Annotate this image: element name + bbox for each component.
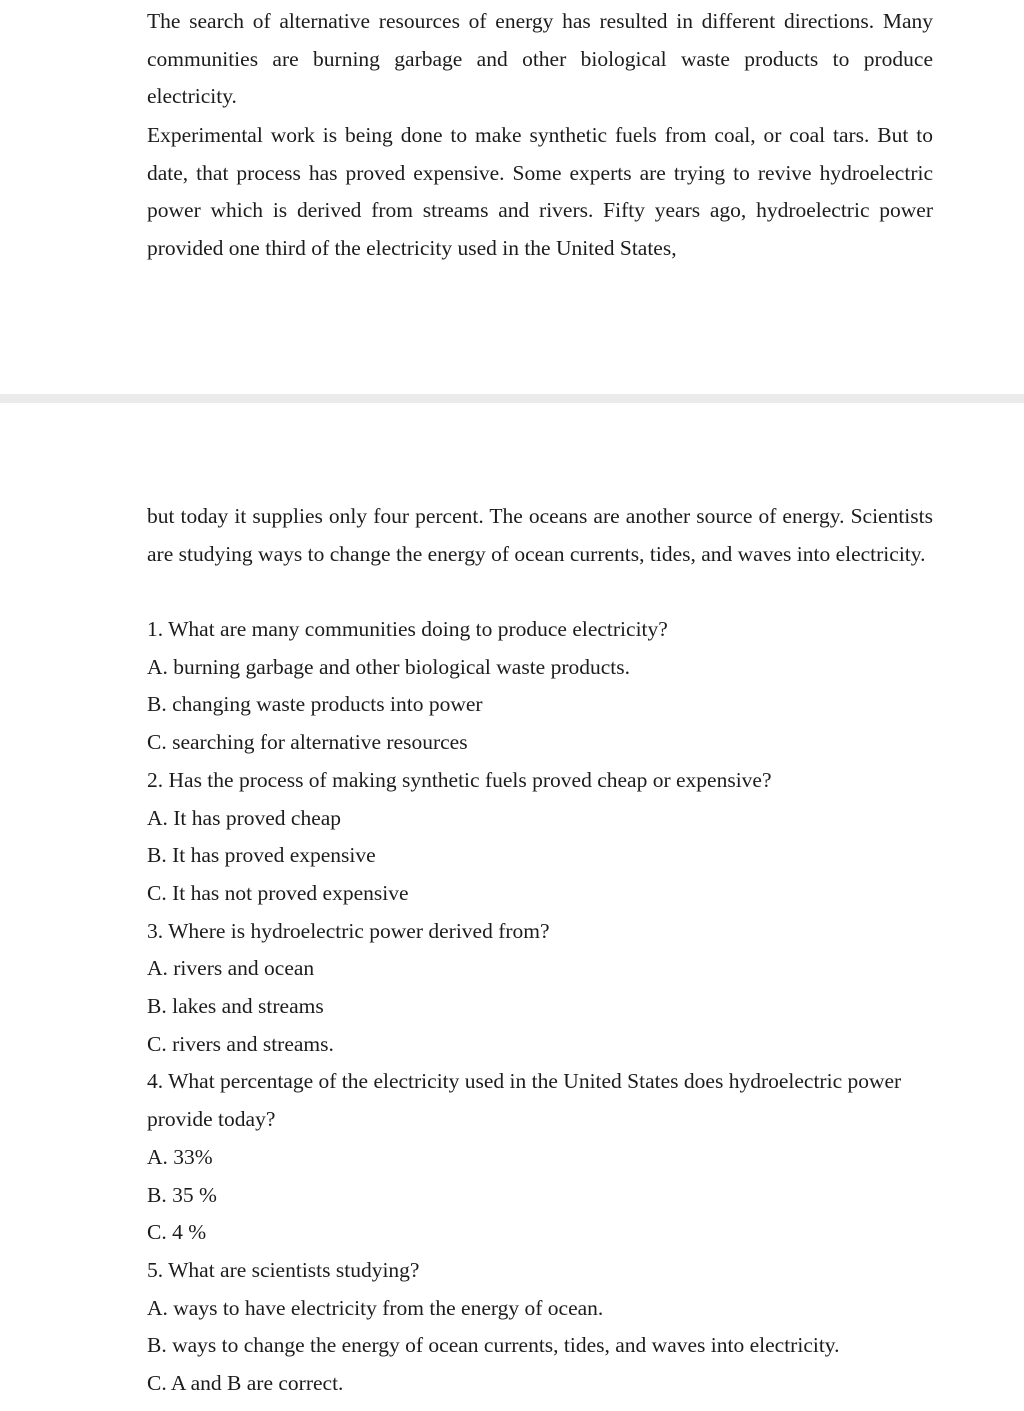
question-3: 3. Where is hydroelectric power derived from?: [147, 918, 550, 943]
question-2-option-c: C. It has not proved expensive: [147, 880, 409, 905]
question-2: 2. Has the process of making synthetic fuels proved cheap or expensive?: [147, 767, 772, 792]
question-2-option-a: A. It has proved cheap: [147, 805, 342, 830]
question-3-option-c: C. rivers and streams.: [147, 1031, 334, 1056]
question-5-option-b: B. ways to change the energy of ocean currents, tides, and waves into electricity.: [147, 1333, 840, 1358]
passage-paragraph-2: Experimental work is being done to make synthetic fuels from coal, or coal tars. But to date, that process has proved expensive. Some experts are trying to revive hydroelectric power which is derived from streams and rivers. Fifty years ago, hydroelectric power provided one third of the electricity used in the United States,: [147, 123, 933, 261]
question-3-option-a: A. rivers and ocean: [147, 956, 315, 981]
question-list: [147, 611, 933, 1403]
question-1-option-a: A. burning garbage and other biological waste products.: [147, 654, 631, 679]
question-4-option-a: A. 33%: [147, 1144, 213, 1169]
page-separator: [0, 394, 1024, 403]
document-page-bottom: [0, 403, 1024, 1411]
question-3-option-b: B. lakes and streams: [147, 994, 324, 1019]
question-5-option-a: A. ways to have electricity from the energy of ocean.: [147, 1295, 604, 1320]
question-2-option-b: B. It has proved expensive: [147, 843, 376, 868]
question-4: 4. What percentage of the electricity used in the United States does hydroelectric power provide today?: [147, 1069, 902, 1132]
passage-paragraph-1: The search of alternative resources of energy has resulted in different directions. Many communities are burning garbage and other biological waste products to produce electricity.: [147, 9, 933, 109]
passage-paragraph-3: but today it supplies only four percent. The oceans are another source of energy. Scientists are studying ways to change the energy of ocean currents, tides, and waves into electricity.: [147, 504, 933, 566]
question-4-option-c: C. 4 %: [147, 1220, 207, 1245]
question-1-option-b: B. changing waste products into power: [147, 692, 483, 717]
question-5-option-c: C. A and B are correct.: [147, 1371, 344, 1396]
question-4-option-b: B. 35 %: [147, 1182, 217, 1207]
question-1-option-c: C. searching for alternative resources: [147, 730, 468, 755]
question-5: 5. What are scientists studying?: [147, 1257, 420, 1282]
document-page-top: [0, 0, 1024, 394]
question-1: 1. What are many communities doing to produce electricity?: [147, 617, 668, 641]
